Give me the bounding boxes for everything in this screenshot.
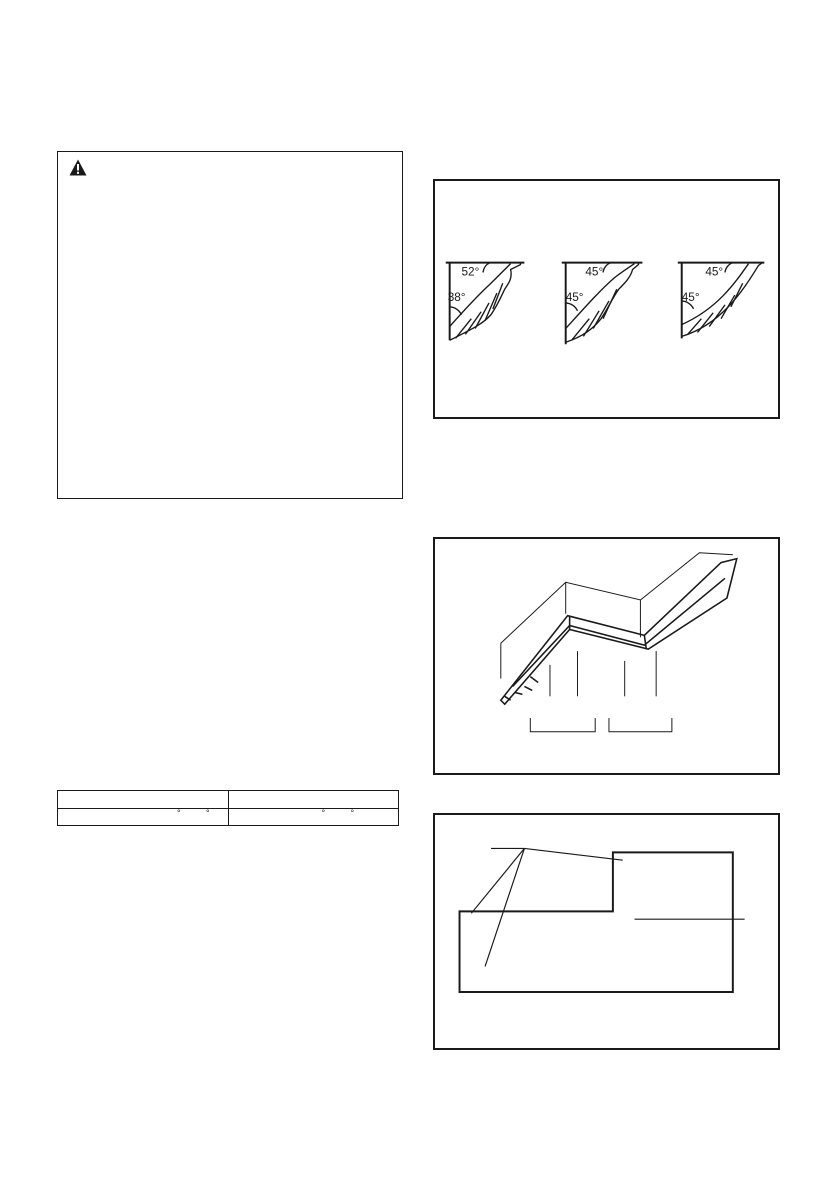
corner-svg <box>435 539 778 773</box>
profile-3-side-angle: 45° <box>681 289 700 304</box>
degree-symbol: ° <box>321 808 326 818</box>
wall-lines <box>501 553 733 679</box>
crown-molding-profiles-figure <box>433 179 780 419</box>
wall-layout-figure <box>433 813 780 1050</box>
callout-lines <box>530 651 672 732</box>
warning-box <box>57 151 403 499</box>
profile-2-side-angle: 45° <box>565 289 584 304</box>
bevel-table <box>57 790 399 826</box>
room-outline <box>460 852 733 992</box>
warning-triangle-icon <box>69 159 87 176</box>
profile-3-top-angle: 45° <box>705 264 724 279</box>
table-row <box>58 809 399 826</box>
profile-1-side-angle: 38° <box>447 289 466 304</box>
table-cell-left <box>58 809 229 826</box>
degree-symbol: ° <box>177 808 181 818</box>
table-header-row <box>58 791 399 809</box>
table-cell-right <box>228 809 399 826</box>
crown-molding-corner-figure <box>433 537 780 775</box>
degree-symbol: ° <box>206 808 210 818</box>
crown-profiles-svg <box>435 181 778 417</box>
table-header-cell-left <box>58 791 229 809</box>
layout-svg <box>435 815 778 1048</box>
molding-outline <box>501 559 737 705</box>
table-header-cell-right <box>228 791 399 809</box>
leader-lines <box>471 848 744 966</box>
profile-2-top-angle: 45° <box>585 264 604 279</box>
profile-1-top-angle: 52° <box>461 264 480 279</box>
degree-symbol: ° <box>350 808 355 818</box>
